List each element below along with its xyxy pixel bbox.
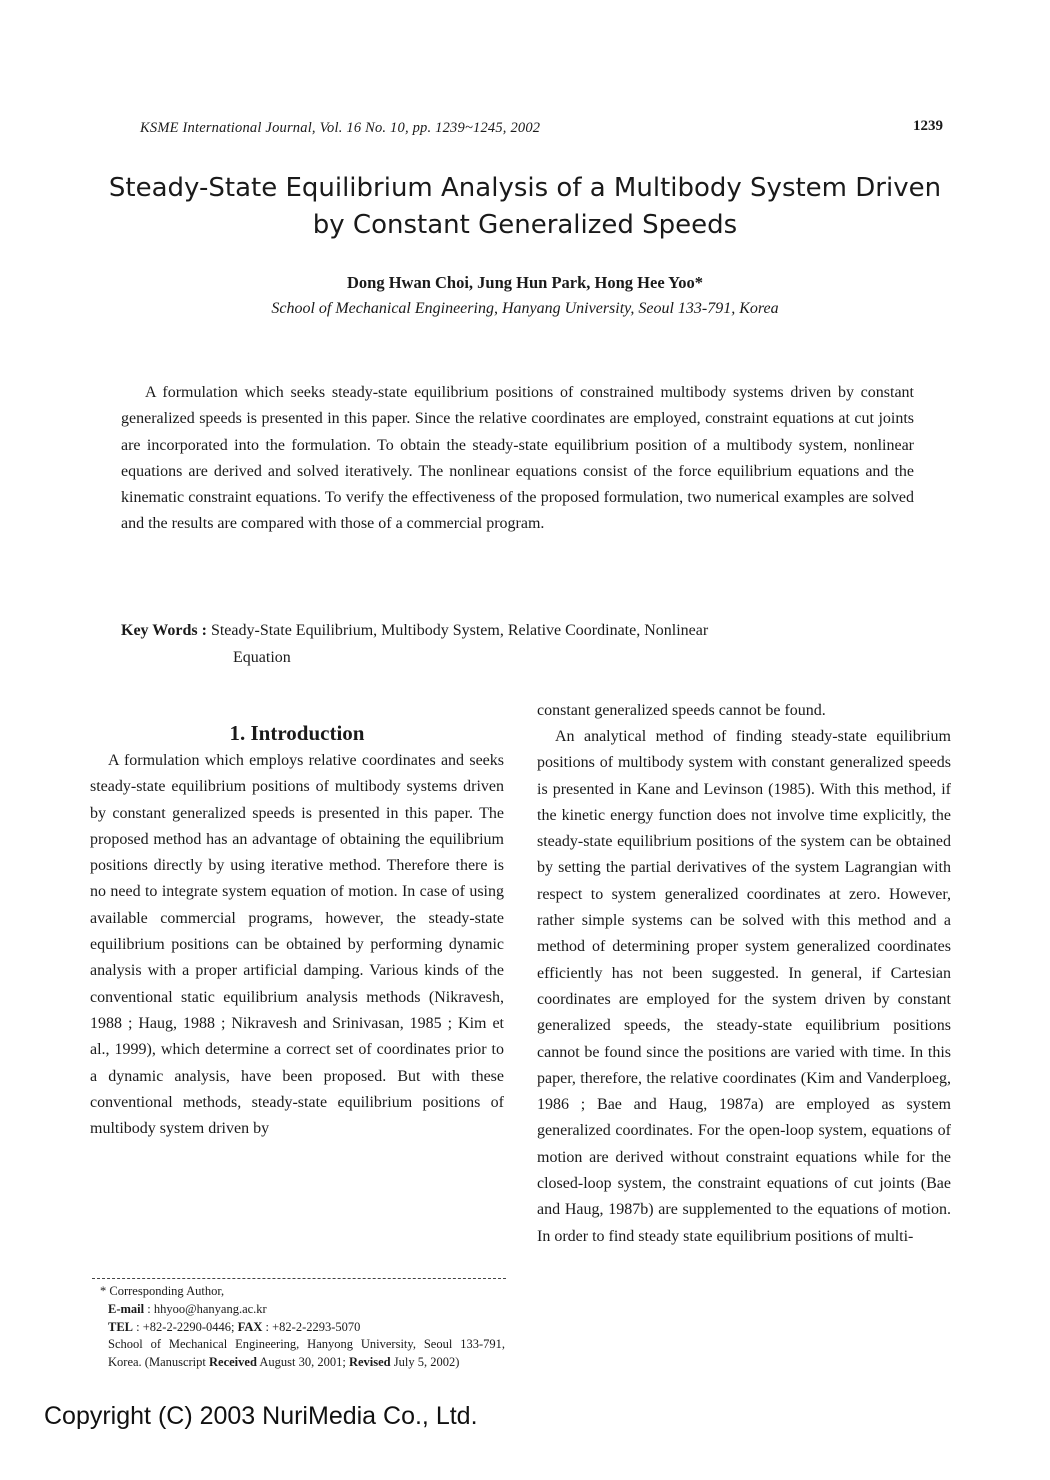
- footnote-phone-line: [100, 1319, 505, 1337]
- author-affiliation: School of Mechanical Engineering, Hanyang University, Seoul 133-791, Korea: [271, 300, 779, 317]
- journal-citation: KSME International Journal, Vol. 16 No. 10, pp. 1239~1245, 2002: [140, 120, 541, 136]
- title-line-1: Steady-State Equilibrium Analysis of a Multibody System Driven: [108, 173, 942, 203]
- footnote-corresponding: * Corresponding Author,: [100, 1284, 225, 1298]
- page-number: 1239: [913, 118, 943, 134]
- keywords-label: Key Words :: [121, 622, 207, 639]
- paper-title: [80, 170, 970, 244]
- revised-date: July 5, 2002): [390, 1355, 460, 1370]
- section-heading-introduction: 1. Introduction: [229, 721, 365, 745]
- right-column-text: An analytical method of finding steady-state equilibrium positions of multibody system with constant generalized speeds is presented in Kane and Levinson (1985). With this method, if the kinetic energy function does not involve time explicitly, the steady-state equilibrium positions of the system can be obtained by setting the partial derivatives of the system Lagrangian with respect to system generalized coordinates at zero. However, rather simple systems can be solved with this method and a method of determining proper system generalized coordinates efficiently has not been suggested. In general, if Cartesian coordinates are employed for the system driven by constant generalized speeds, the steady-state equilibrium positions cannot be found since the positions are varied with time. In this paper, therefore, the relative coordinates (Kim and Vanderploeg, 1986 ; Bae and Haug, 1987a) are employed as system generalized coordinates. For the open-loop system, equations of motion are derived without constraint equations while for the closed-loop system, the constraint equations of cut joints (Bae and Haug, 1987b) are supplemented to the equations of motion. In order to find steady state equilibrium positions of multi-: [537, 728, 951, 1245]
- received-date: August 30, 2001;: [256, 1355, 349, 1370]
- tel-value: : +82-2-2290-0446;: [133, 1319, 238, 1334]
- footnote-email-line: [100, 1301, 505, 1319]
- footnote-block: [100, 1283, 505, 1372]
- right-column-continuation: constant generalized speeds cannot be found.: [537, 702, 826, 719]
- keywords-block: [121, 618, 914, 671]
- received-label: Received: [209, 1355, 257, 1370]
- revised-label: Revised: [348, 1355, 391, 1370]
- tel-label: TEL: [108, 1319, 134, 1334]
- fax-label: FAX: [237, 1319, 263, 1334]
- footnote-address: [100, 1336, 505, 1372]
- footnote-divider: [92, 1278, 506, 1279]
- author-list: Dong Hwan Choi, Jung Hun Park, Hong Hee Yoo*: [346, 273, 704, 292]
- keywords-line-1: Steady-State Equilibrium, Multibody System, Relative Coordinate, Nonlinear: [210, 622, 709, 639]
- keywords-line-2: Equation: [233, 648, 291, 666]
- address-text: School of Mechanical Engineering, Hanyong University, Seoul 133-791, Korea. (Manuscript: [108, 1337, 505, 1370]
- fax-value: : +82-2-2293-5070: [262, 1319, 361, 1334]
- email-value: : hhyoo@hanyang.ac.kr: [144, 1301, 267, 1316]
- copyright-watermark: Copyright (C) 2003 NuriMedia Co., Ltd.: [44, 1402, 478, 1430]
- abstract: A formulation which seeks steady-state equilibrium positions of constrained multibody systems driven by constant generalized speeds is presented in this paper. Since the relative coordinates are employed, constraint equations at cut joints are incorporated into the formulation. To obtain the steady-state equilibrium position of a multibody system, nonlinear equations are derived and solved iteratively. The nonlinear equations consist of the force equilibrium equations and the kinematic constraint equations. To verify the effectiveness of the proposed formulation, two numerical examples are solved and the results are compared with those of a commercial program.: [121, 384, 914, 533]
- left-column-text: A formulation which employs relative coordinates and seeks steady-state equilibrium positions of multibody systems driven by constant generalized speeds is presented in this paper. The proposed method has an advantage of obtaining the equilibrium positions directly by using iterative method. Therefore there is no need to integrate system equation of motion. In case of using available commercial programs, however, the steady-state equilibrium positions can be obtained by performing dynamic analysis with a proper artificial damping. Various kinds of the conventional static equilibrium analysis methods (Nikravesh, 1988 ; Haug, 1988 ; Nikravesh and Srinivasan, 1985 ; Kim et al., 1999), which determine a correct set of coordinates prior to a dynamic analysis, have been proposed. But with these conventional methods, steady-state equilibrium positions of multibody system driven by: [90, 752, 504, 1138]
- title-line-2: by Constant Generalized Speeds: [312, 210, 738, 240]
- email-label: E-mail: [108, 1301, 145, 1316]
